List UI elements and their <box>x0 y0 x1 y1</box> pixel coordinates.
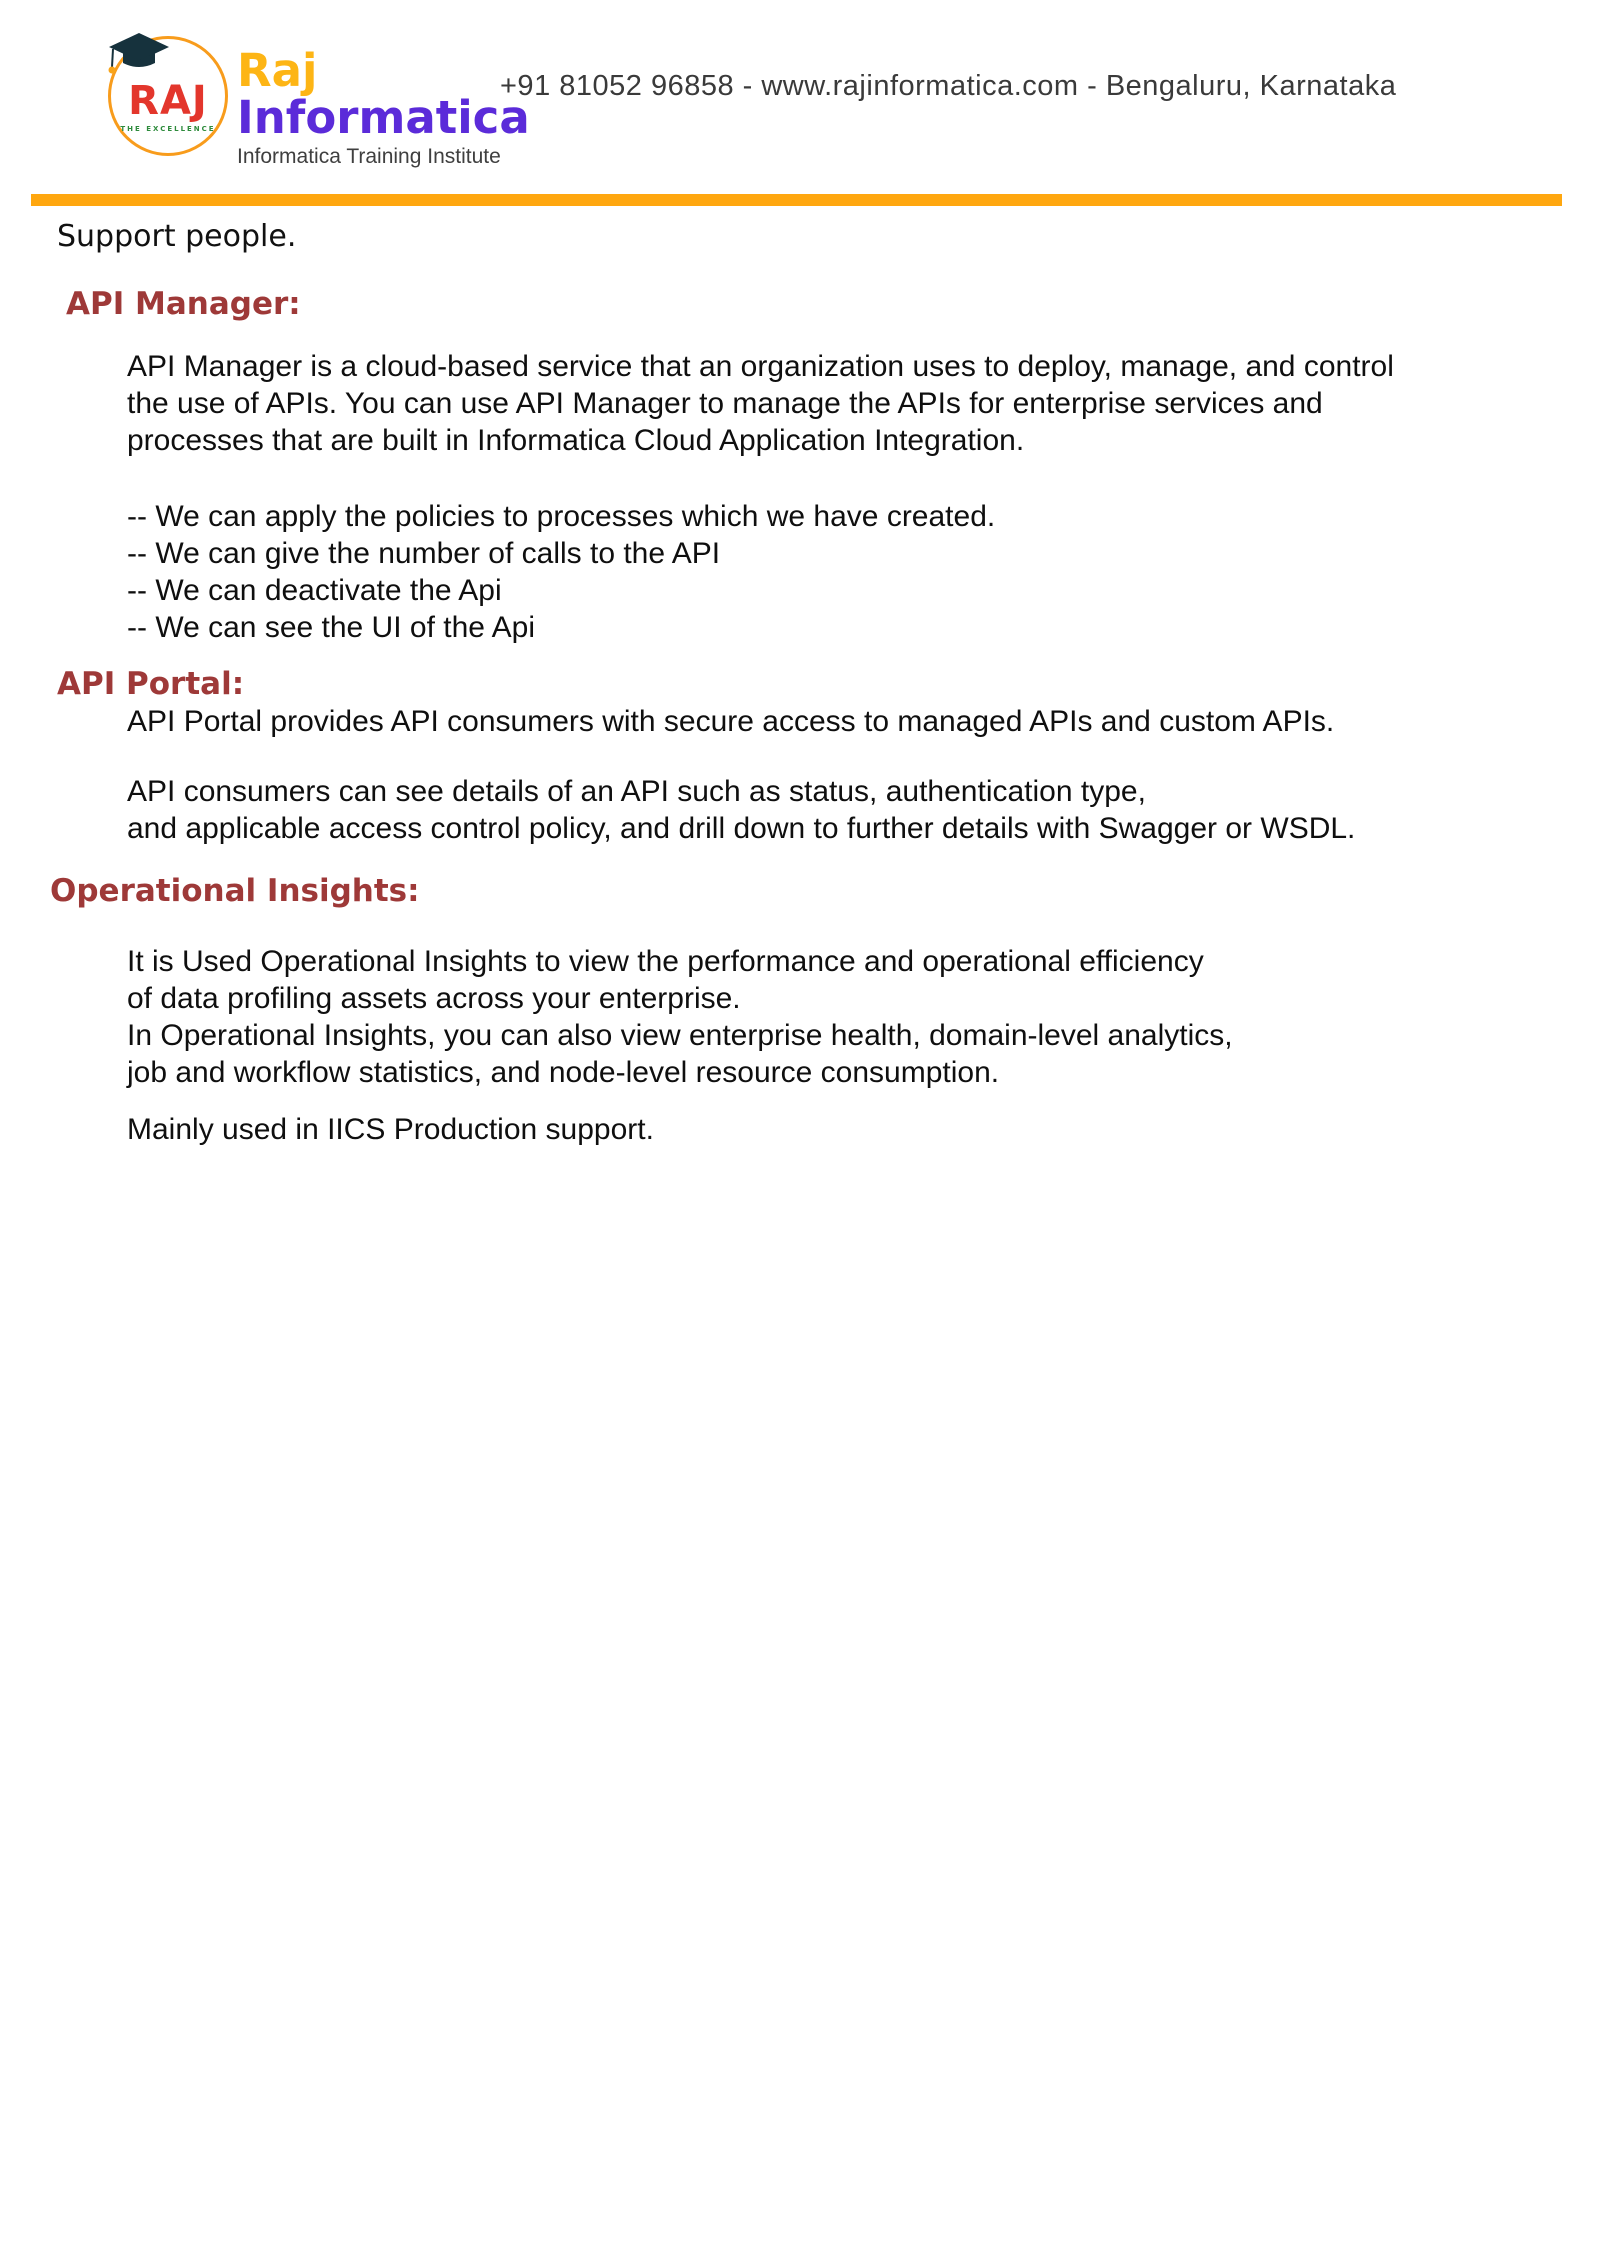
brand-tagline: Informatica Training Institute <box>237 145 501 168</box>
header <box>0 0 1600 194</box>
raj-logo <box>108 36 228 156</box>
bullet-line: -- We can apply the policies to processes which we have created. <box>127 500 996 533</box>
paragraph-line: Mainly used in IICS Production support. <box>127 1113 654 1146</box>
paragraph-line: It is Used Operational Insights to view the performance and operational efficiency <box>127 945 1204 978</box>
paragraph-line: API Portal provides API consumers with secure access to managed APIs and custom APIs. <box>127 705 1335 738</box>
paragraph-line: of data profiling assets across your enterprise. <box>127 982 741 1015</box>
contact-info: +91 81052 96858 - www.rajinformatica.com - Bengaluru, Karnataka <box>500 70 1397 102</box>
section-heading-api-manager: API Manager: <box>66 286 301 322</box>
bullet-line: -- We can deactivate the Api <box>127 574 502 607</box>
section-heading-operational-insights: Operational Insights: <box>50 873 420 909</box>
logo-circle-text: RAJ <box>128 78 208 124</box>
paragraph-line: and applicable access control policy, and drill down to further details with Swagger or WSDL. <box>127 812 1356 845</box>
brand-block <box>237 44 530 169</box>
document-content <box>0 210 1600 1148</box>
intro-text: Support people. <box>57 219 297 254</box>
logo-circle-tagline: THE EXCELLENCE <box>120 125 216 133</box>
paragraph-line: the use of APIs. You can use API Manager to manage the APIs for enterprise services and <box>127 387 1323 420</box>
section-heading-api-portal: API Portal: <box>57 666 245 702</box>
paragraph-line: job and workflow statistics, and node-level resource consumption. <box>127 1056 1000 1089</box>
paragraph-line: API consumers can see details of an API such as status, authentication type, <box>127 775 1146 808</box>
graduation-cap-icon <box>99 25 177 83</box>
paragraph-line: In Operational Insights, you can also view enterprise health, domain-level analytics, <box>127 1019 1233 1052</box>
brand-name-raj: Raj <box>237 44 318 97</box>
accent-bar <box>31 194 1562 206</box>
bullet-line: -- We can give the number of calls to the API <box>127 537 721 570</box>
brand-name-informatica: Informatica <box>237 91 530 144</box>
paragraph-line: API Manager is a cloud-based service that an organization uses to deploy, manage, and control <box>127 350 1394 383</box>
bullet-line: -- We can see the UI of the Api <box>127 611 535 644</box>
paragraph-line: processes that are built in Informatica Cloud Application Integration. <box>127 424 1025 457</box>
